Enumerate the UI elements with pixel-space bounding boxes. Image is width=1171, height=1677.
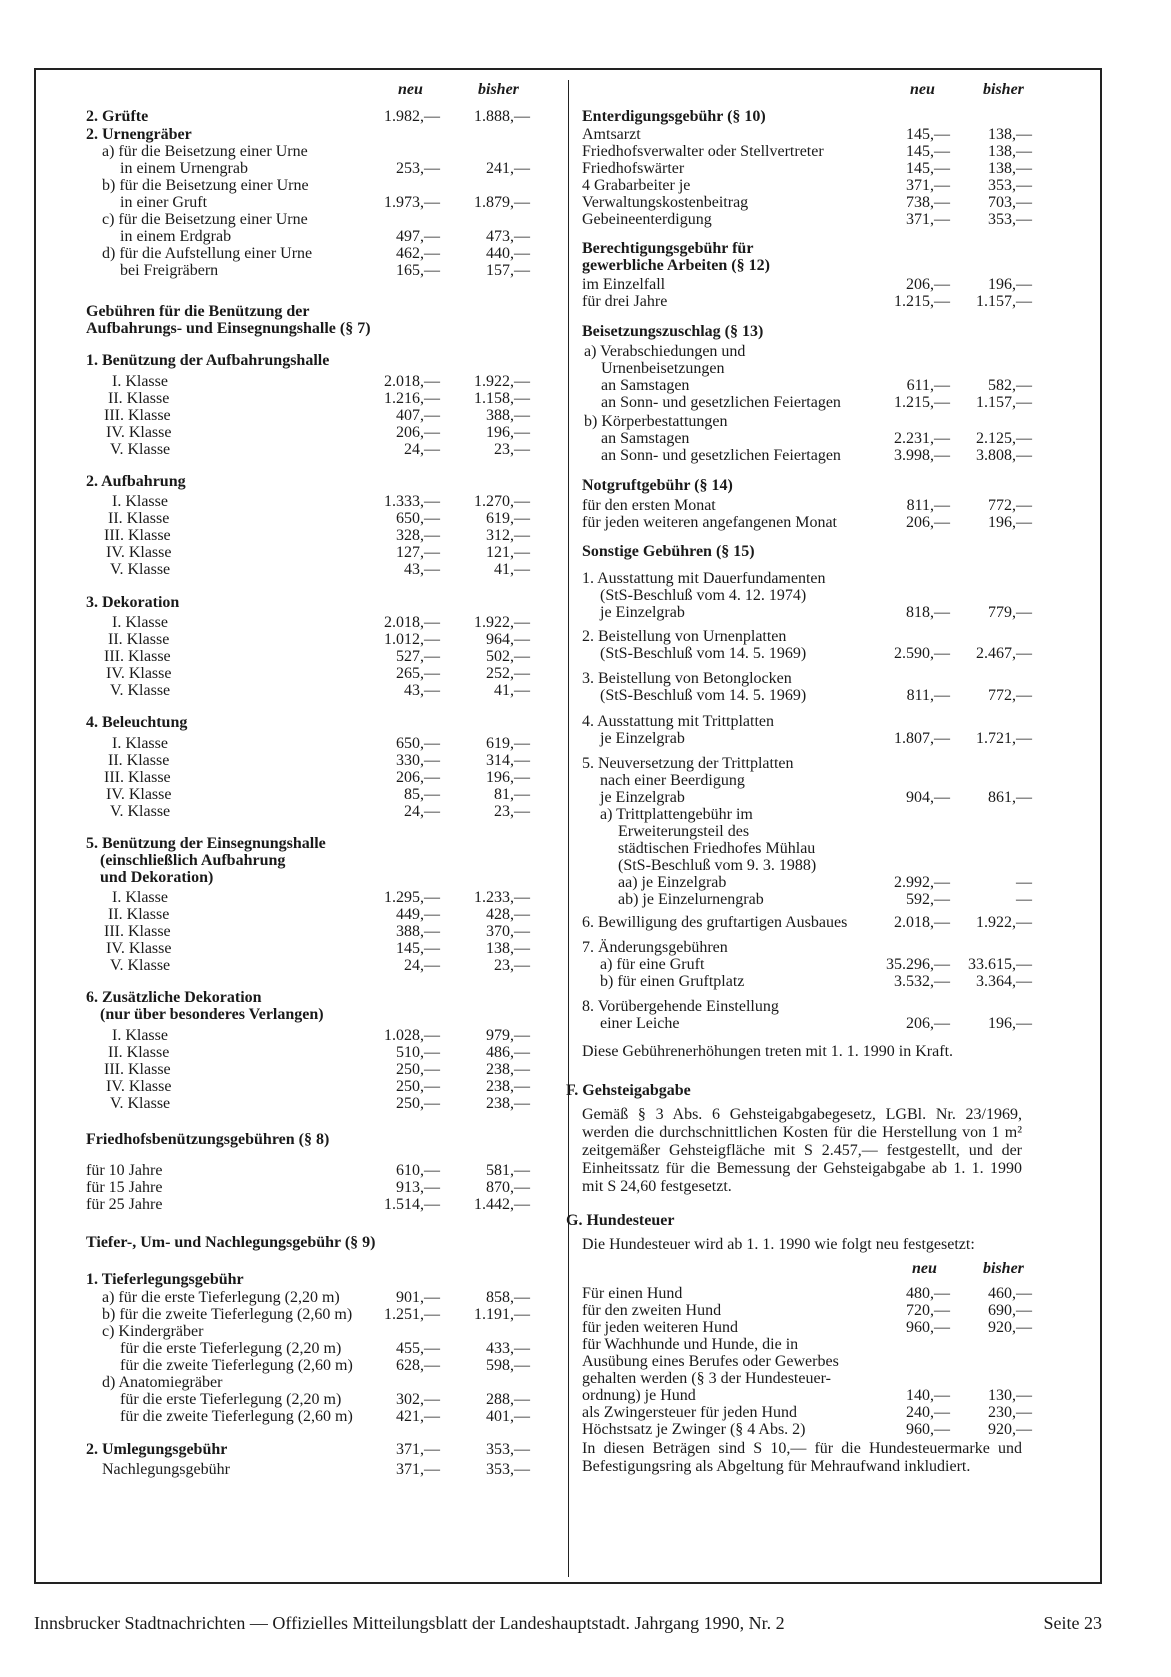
right-row-label: für jeden weiteren Hund bbox=[582, 1319, 738, 1336]
left-row-label: IV. Klasse bbox=[106, 940, 172, 957]
left-row-label: c) Kindergräber bbox=[102, 1323, 204, 1340]
right-row-neu-value: 1.807,— bbox=[894, 730, 950, 747]
left-row-label: V. Klasse bbox=[110, 441, 171, 458]
right-row-neu-value: 1.215,— bbox=[894, 394, 950, 411]
right-row-label: 2. Beistellung von Urnenplatten bbox=[582, 628, 787, 645]
left-row-label: Nachlegungsgebühr bbox=[102, 1461, 230, 1478]
right-row-label: für Wachhunde und Hunde, die in bbox=[582, 1336, 799, 1353]
right-row-neu-value: 206,— bbox=[906, 1015, 950, 1032]
right-row-label: (StS-Beschluß vom 9. 3. 1988) bbox=[618, 857, 817, 874]
left-row-bisher-value: 353,— bbox=[486, 1441, 530, 1458]
right-row-label: Sonstige Gebühren (§ 15) bbox=[582, 543, 755, 560]
left-row-label: I. Klasse bbox=[112, 1027, 168, 1044]
left-row-bisher-value: 401,— bbox=[486, 1408, 530, 1425]
right-row-label: Notgruftgebühr (§ 14) bbox=[582, 477, 733, 494]
left-row-neu-value: 328,— bbox=[396, 527, 440, 544]
right-row-label: ordnung) je Hund bbox=[582, 1387, 696, 1404]
left-row-neu-value: 265,— bbox=[396, 665, 440, 682]
left-row-bisher-value: 619,— bbox=[486, 510, 530, 527]
right-row-neu-value: 960,— bbox=[906, 1319, 950, 1336]
right-header-neu: neu bbox=[910, 81, 935, 98]
left-row-bisher-value: 858,— bbox=[486, 1289, 530, 1306]
right-row-label: Friedhofswärter bbox=[582, 160, 685, 177]
right-row-label: je Einzelgrab bbox=[600, 604, 685, 621]
right-row-bisher-value: 138,— bbox=[988, 160, 1032, 177]
left-row-label: 2. Umlegungsgebühr bbox=[86, 1441, 228, 1458]
right-row-neu-value: 720,— bbox=[906, 1302, 950, 1319]
left-row-label: I. Klasse bbox=[112, 614, 168, 631]
right-row-label: gehalten werden (§ 3 der Hundesteuer- bbox=[582, 1370, 831, 1387]
left-row-bisher-value: 581,— bbox=[486, 1162, 530, 1179]
left-row-bisher-value: 238,— bbox=[486, 1078, 530, 1095]
right-row-label: Diese Gebührenerhöhungen treten mit 1. 1. 1990 in Kraft. bbox=[582, 1043, 954, 1060]
right-row-label: 7. Änderungsgebühren bbox=[582, 939, 728, 956]
left-row-label: II. Klasse bbox=[108, 1044, 170, 1061]
right-row-label: 6. Bewilligung des gruftartigen Ausbaues bbox=[582, 914, 848, 931]
left-row-neu-value: 1.216,— bbox=[384, 390, 440, 407]
right-row-label: als Zwingersteuer für jeden Hund bbox=[582, 1404, 798, 1421]
left-row-neu-value: 24,— bbox=[404, 803, 440, 820]
left-row-bisher-value: 964,— bbox=[486, 631, 530, 648]
right-row-bisher-value: 353,— bbox=[988, 177, 1032, 194]
right-row-neu-value: 592,— bbox=[906, 891, 950, 908]
left-row-neu-value: 628,— bbox=[396, 1357, 440, 1374]
right-row-neu-value: 480,— bbox=[906, 1285, 950, 1302]
left-row-neu-value: 250,— bbox=[396, 1095, 440, 1112]
right-row-neu-value: 1.215,— bbox=[894, 293, 950, 310]
right-row-bisher-value: 353,— bbox=[988, 211, 1032, 228]
left-row-label: für die erste Tieferlegung (2,20 m) bbox=[120, 1391, 342, 1408]
right-row-label: für den ersten Monat bbox=[582, 497, 716, 514]
right-row-neu-value: 960,— bbox=[906, 1421, 950, 1438]
left-row-neu-value: 145,— bbox=[396, 940, 440, 957]
right-row-label: G. Hundesteuer bbox=[566, 1212, 675, 1229]
left-row-label: IV. Klasse bbox=[106, 424, 172, 441]
right-row-label: Erweiterungsteil des bbox=[618, 823, 750, 840]
left-row-neu-value: 455,— bbox=[396, 1340, 440, 1357]
right-row-neu-value: 371,— bbox=[906, 211, 950, 228]
right-row-neu-value: 818,— bbox=[906, 604, 950, 621]
right-row-bisher-value: 33.615,— bbox=[968, 956, 1032, 973]
left-row-label: für 10 Jahre bbox=[86, 1162, 163, 1179]
left-row-neu-value: 127,— bbox=[396, 544, 440, 561]
left-row-label: für 15 Jahre bbox=[86, 1179, 163, 1196]
left-row-label: III. Klasse bbox=[104, 407, 171, 424]
right-row-label: 8. Vorübergehende Einstellung bbox=[582, 998, 779, 1015]
left-row-label: I. Klasse bbox=[112, 889, 168, 906]
left-row-bisher-value: 440,— bbox=[486, 245, 530, 262]
right-row-neu-value: 206,— bbox=[906, 276, 950, 293]
left-row-bisher-value: 870,— bbox=[486, 1179, 530, 1196]
right-row-bisher-value: 779,— bbox=[988, 604, 1032, 621]
left-row-neu-value: 206,— bbox=[396, 424, 440, 441]
left-row-bisher-value: 388,— bbox=[486, 407, 530, 424]
right-row-neu-value: 206,— bbox=[906, 514, 950, 531]
left-row-neu-value: 449,— bbox=[396, 906, 440, 923]
right-row-bisher-value: 1.157,— bbox=[976, 394, 1032, 411]
left-row-bisher-value: 23,— bbox=[494, 957, 530, 974]
left-row-bisher-value: 598,— bbox=[486, 1357, 530, 1374]
left-row-label: III. Klasse bbox=[104, 527, 171, 544]
right-row-label: Die Hundesteuer wird ab 1. 1. 1990 wie folgt neu festgesetzt: bbox=[582, 1236, 975, 1253]
right-row-label: a) für eine Gruft bbox=[600, 956, 705, 973]
right-row-neu-value: 611,— bbox=[906, 377, 950, 394]
right-row-bisher-value: 920,— bbox=[988, 1319, 1032, 1336]
left-row-neu-value: 1.028,— bbox=[384, 1027, 440, 1044]
left-row-bisher-value: 1.922,— bbox=[474, 614, 530, 631]
left-row-neu-value: 43,— bbox=[404, 682, 440, 699]
right-row-neu-value: 2.992,— bbox=[894, 874, 950, 891]
left-row-bisher-value: 1.233,— bbox=[474, 889, 530, 906]
right-row-neu-value: 140,— bbox=[906, 1387, 950, 1404]
left-row-neu-value: 1.514,— bbox=[384, 1196, 440, 1213]
right-row-neu-value: 35.296,— bbox=[886, 956, 950, 973]
left-row-label: III. Klasse bbox=[104, 769, 171, 786]
left-row-neu-value: 250,— bbox=[396, 1078, 440, 1095]
right-row-label: Amtsarzt bbox=[582, 126, 641, 143]
left-row-bisher-value: 486,— bbox=[486, 1044, 530, 1061]
left-row-label: (einschließlich Aufbahrung bbox=[100, 852, 286, 869]
right-row-label: Gebeineenterdigung bbox=[582, 211, 712, 228]
left-row-bisher-value: 1.888,— bbox=[474, 108, 530, 125]
right-row-neu-value: 3.998,— bbox=[894, 447, 950, 464]
right-row-neu-value: 738,— bbox=[906, 194, 950, 211]
right-row-bisher-value: 196,— bbox=[988, 276, 1032, 293]
left-row-label: IV. Klasse bbox=[106, 1078, 172, 1095]
left-row-label: a) für die erste Tieferlegung (2,20 m) bbox=[102, 1289, 340, 1306]
left-row-label: I. Klasse bbox=[112, 493, 168, 510]
left-row-label: Gebühren für die Benützung der bbox=[86, 303, 310, 320]
right-row-neu-value: 811,— bbox=[906, 497, 950, 514]
right-row-label: (StS-Beschluß vom 4. 12. 1974) bbox=[600, 587, 807, 604]
right-row-label: 4 Grabarbeiter je bbox=[582, 177, 691, 194]
footer-page-number: Seite 23 bbox=[1043, 1613, 1102, 1633]
left-row-label: für die zweite Tieferlegung (2,60 m) bbox=[120, 1408, 353, 1425]
right-row-label: im Einzelfall bbox=[582, 276, 666, 293]
left-row-neu-value: 371,— bbox=[396, 1461, 440, 1478]
right-row-bisher-value: 703,— bbox=[988, 194, 1032, 211]
right-header-bisher: bisher bbox=[983, 81, 1024, 98]
right-row-label: Höchstsatz je Zwinger (§ 4 Abs. 2) bbox=[582, 1421, 806, 1438]
left-row-label: 1. Benützung der Aufbahrungshalle bbox=[86, 352, 330, 369]
left-row-label: 5. Benützung der Einsegnungshalle bbox=[86, 835, 326, 852]
left-row-neu-value: 650,— bbox=[396, 510, 440, 527]
right-row-label: a) Trittplattengebühr im bbox=[600, 806, 753, 823]
right-row-neu-value: 904,— bbox=[906, 789, 950, 806]
left-row-label: Friedhofsbenützungsgebühren (§ 8) bbox=[86, 1131, 330, 1148]
left-row-bisher-value: 41,— bbox=[494, 561, 530, 578]
left-row-neu-value: 206,— bbox=[396, 769, 440, 786]
right-row-label: aa) je Einzelgrab bbox=[618, 874, 727, 891]
right-row-neu-value: 811,— bbox=[906, 687, 950, 704]
left-row-bisher-value: 428,— bbox=[486, 906, 530, 923]
left-row-neu-value: 250,— bbox=[396, 1061, 440, 1078]
right-row-neu-value: 2.590,— bbox=[894, 645, 950, 662]
left-row-label: I. Klasse bbox=[112, 735, 168, 752]
left-row-neu-value: 527,— bbox=[396, 648, 440, 665]
left-row-label: für die erste Tieferlegung (2,20 m) bbox=[120, 1340, 342, 1357]
left-header-neu: neu bbox=[398, 81, 423, 98]
left-row-bisher-value: 252,— bbox=[486, 665, 530, 682]
right-row-label: F. Gehsteigabgabe bbox=[566, 1082, 691, 1099]
left-row-neu-value: 43,— bbox=[404, 561, 440, 578]
left-row-neu-value: 253,— bbox=[396, 160, 440, 177]
left-row-label: in einem Erdgrab bbox=[120, 228, 232, 245]
right-row-label: für jeden weiteren angefangenen Monat bbox=[582, 514, 837, 531]
right-row-label: Beisetzungszuschlag (§ 13) bbox=[582, 323, 764, 340]
hunde-header-bisher: bisher bbox=[983, 1260, 1024, 1277]
right-row-bisher-value: 196,— bbox=[988, 1015, 1032, 1032]
left-row-neu-value: 610,— bbox=[396, 1162, 440, 1179]
left-row-bisher-value: 196,— bbox=[486, 769, 530, 786]
left-row-bisher-value: 288,— bbox=[486, 1391, 530, 1408]
right-row-label: an Samstagen bbox=[601, 377, 690, 394]
right-row-bisher-value: 772,— bbox=[988, 497, 1032, 514]
left-row-label: II. Klasse bbox=[108, 510, 170, 527]
left-row-neu-value: 913,— bbox=[396, 1179, 440, 1196]
right-row-bisher-value: 3.364,— bbox=[976, 973, 1032, 990]
left-row-bisher-value: 238,— bbox=[486, 1061, 530, 1078]
left-row-neu-value: 24,— bbox=[404, 957, 440, 974]
right-row-bisher-value: 2.125,— bbox=[976, 430, 1032, 447]
right-row-label: einer Leiche bbox=[600, 1015, 680, 1032]
right-row-bisher-value: 2.467,— bbox=[976, 645, 1032, 662]
right-row-bisher-value: — bbox=[1016, 874, 1032, 891]
left-row-bisher-value: 1.158,— bbox=[474, 390, 530, 407]
right-row-neu-value: 2.231,— bbox=[894, 430, 950, 447]
left-row-label: V. Klasse bbox=[110, 1095, 171, 1112]
left-row-bisher-value: 619,— bbox=[486, 735, 530, 752]
right-row-label: an Sonn- und gesetzlichen Feiertagen bbox=[601, 447, 841, 464]
right-row-label: 4. Ausstattung mit Trittplatten bbox=[582, 713, 775, 730]
right-row-bisher-value: 920,— bbox=[988, 1421, 1032, 1438]
left-row-neu-value: 1.295,— bbox=[384, 889, 440, 906]
right-row-label: Berechtigungsgebühr für bbox=[582, 240, 754, 257]
right-row-label: (StS-Beschluß vom 14. 5. 1969) bbox=[600, 645, 807, 662]
left-row-label: d) für die Aufstellung einer Urne bbox=[102, 245, 313, 262]
left-row-label: 2. Urnengräber bbox=[86, 126, 192, 143]
right-row-label: an Samstagen bbox=[601, 430, 690, 447]
right-row-bisher-value: 138,— bbox=[988, 143, 1032, 160]
left-row-bisher-value: 238,— bbox=[486, 1095, 530, 1112]
left-row-label: b) für die zweite Tieferlegung (2,60 m) bbox=[102, 1306, 353, 1323]
left-row-label: 4. Beleuchtung bbox=[86, 714, 188, 731]
right-row-label: Urnenbeisetzungen bbox=[601, 360, 725, 377]
right-row-label: (StS-Beschluß vom 14. 5. 1969) bbox=[600, 687, 807, 704]
left-row-label: II. Klasse bbox=[108, 752, 170, 769]
left-row-label: bei Freigräbern bbox=[120, 262, 219, 279]
left-row-bisher-value: 196,— bbox=[486, 424, 530, 441]
hunde-note: In diesen Beträgen sind S 10,— für die Hundesteuermarke und Befestigungsring als Abgeltung für Mehraufwand inkludiert. bbox=[582, 1440, 1022, 1475]
left-row-bisher-value: 1.879,— bbox=[474, 194, 530, 211]
left-row-neu-value: 2.018,— bbox=[384, 373, 440, 390]
right-row-label: ab) je Einzelurnengrab bbox=[618, 891, 764, 908]
left-row-label: Tiefer-, Um- und Nachlegungsgebühr (§ 9) bbox=[86, 1234, 376, 1251]
right-row-bisher-value: 1.157,— bbox=[976, 293, 1032, 310]
left-header-bisher: bisher bbox=[478, 81, 519, 98]
right-row-label: a) Verabschiedungen und bbox=[584, 343, 746, 360]
left-row-label: V. Klasse bbox=[110, 561, 171, 578]
footer-publication: Innsbrucker Stadtnachrichten — Offizielles Mitteilungsblatt der Landeshauptstadt. Jahrgang 1990, Nr. 2 bbox=[34, 1613, 785, 1633]
column-divider bbox=[568, 80, 569, 1577]
left-row-label: III. Klasse bbox=[104, 1061, 171, 1078]
right-row-neu-value: 145,— bbox=[906, 160, 950, 177]
right-row-label: für drei Jahre bbox=[582, 293, 668, 310]
left-row-neu-value: 165,— bbox=[396, 262, 440, 279]
left-row-neu-value: 1.973,— bbox=[384, 194, 440, 211]
left-row-bisher-value: 23,— bbox=[494, 441, 530, 458]
left-row-label: V. Klasse bbox=[110, 803, 171, 820]
left-row-label: 1. Tieferlegungsgebühr bbox=[86, 1271, 244, 1288]
right-row-bisher-value: 582,— bbox=[988, 377, 1032, 394]
right-row-label: je Einzelgrab bbox=[600, 730, 685, 747]
left-row-bisher-value: 370,— bbox=[486, 923, 530, 940]
left-row-label: und Dekoration) bbox=[100, 869, 214, 886]
right-row-label: je Einzelgrab bbox=[600, 789, 685, 806]
right-row-neu-value: 3.532,— bbox=[894, 973, 950, 990]
left-row-label: in einem Urnengrab bbox=[120, 160, 248, 177]
left-row-label: c) für die Beisetzung einer Urne bbox=[102, 211, 308, 228]
right-row-label: Ausübung eines Berufes oder Gewerbes bbox=[582, 1353, 839, 1370]
left-row-bisher-value: 1.442,— bbox=[474, 1196, 530, 1213]
right-row-label: Für einen Hund bbox=[582, 1285, 683, 1302]
left-row-neu-value: 1.012,— bbox=[384, 631, 440, 648]
left-row-label: III. Klasse bbox=[104, 648, 171, 665]
left-row-bisher-value: 433,— bbox=[486, 1340, 530, 1357]
left-row-label: für 25 Jahre bbox=[86, 1196, 163, 1213]
left-row-bisher-value: 41,— bbox=[494, 682, 530, 699]
right-row-label: Friedhofsverwalter oder Stellvertreter bbox=[582, 143, 824, 160]
left-row-bisher-value: 1.191,— bbox=[474, 1306, 530, 1323]
left-row-neu-value: 371,— bbox=[396, 1441, 440, 1458]
left-row-bisher-value: 1.922,— bbox=[474, 373, 530, 390]
right-row-label: Verwaltungskostenbeitrag bbox=[582, 194, 749, 211]
right-row-bisher-value: 230,— bbox=[988, 1404, 1032, 1421]
left-row-label: b) für die Beisetzung einer Urne bbox=[102, 177, 309, 194]
left-row-bisher-value: 1.270,— bbox=[474, 493, 530, 510]
left-row-bisher-value: 81,— bbox=[494, 786, 530, 803]
left-row-label: IV. Klasse bbox=[106, 665, 172, 682]
left-row-neu-value: 462,— bbox=[396, 245, 440, 262]
left-row-label: in einer Gruft bbox=[120, 194, 208, 211]
right-row-bisher-value: 3.808,— bbox=[976, 447, 1032, 464]
left-row-bisher-value: 138,— bbox=[486, 940, 530, 957]
left-row-label: für die zweite Tieferlegung (2,60 m) bbox=[120, 1357, 353, 1374]
right-row-bisher-value: 772,— bbox=[988, 687, 1032, 704]
left-row-neu-value: 1.982,— bbox=[384, 108, 440, 125]
left-row-bisher-value: 979,— bbox=[486, 1027, 530, 1044]
right-row-label: an Sonn- und gesetzlichen Feiertagen bbox=[601, 394, 841, 411]
right-row-label: b) Körperbestattungen bbox=[584, 413, 728, 430]
left-row-bisher-value: 314,— bbox=[486, 752, 530, 769]
left-row-label: Aufbahrungs- und Einsegnungshalle (§ 7) bbox=[86, 320, 371, 337]
left-row-label: V. Klasse bbox=[110, 682, 171, 699]
right-row-label: für den zweiten Hund bbox=[582, 1302, 722, 1319]
hunde-header-neu: neu bbox=[912, 1260, 937, 1277]
left-row-label: III. Klasse bbox=[104, 923, 171, 940]
left-row-neu-value: 650,— bbox=[396, 735, 440, 752]
right-row-bisher-value: 1.721,— bbox=[976, 730, 1032, 747]
left-row-neu-value: 407,— bbox=[396, 407, 440, 424]
left-row-label: I. Klasse bbox=[112, 373, 168, 390]
left-row-neu-value: 901,— bbox=[396, 1289, 440, 1306]
left-row-neu-value: 85,— bbox=[404, 786, 440, 803]
right-row-bisher-value: — bbox=[1016, 891, 1032, 908]
left-row-label: 6. Zusätzliche Dekoration bbox=[86, 989, 262, 1006]
left-row-bisher-value: 157,— bbox=[486, 262, 530, 279]
left-row-bisher-value: 312,— bbox=[486, 527, 530, 544]
left-row-bisher-value: 353,— bbox=[486, 1461, 530, 1478]
right-row-bisher-value: 138,— bbox=[988, 126, 1032, 143]
right-row-neu-value: 145,— bbox=[906, 126, 950, 143]
left-row-neu-value: 1.251,— bbox=[384, 1306, 440, 1323]
left-row-neu-value: 1.333,— bbox=[384, 493, 440, 510]
right-row-label: städtischen Friedhofes Mühlau bbox=[618, 840, 816, 857]
left-row-label: (nur über besonderes Verlangen) bbox=[100, 1006, 324, 1023]
right-row-label: b) für einen Gruftplatz bbox=[600, 973, 745, 990]
left-row-neu-value: 421,— bbox=[396, 1408, 440, 1425]
left-row-bisher-value: 241,— bbox=[486, 160, 530, 177]
right-row-bisher-value: 1.922,— bbox=[976, 914, 1032, 931]
left-row-label: a) für die Beisetzung einer Urne bbox=[102, 143, 308, 160]
left-row-bisher-value: 502,— bbox=[486, 648, 530, 665]
right-row-label: 1. Ausstattung mit Dauerfundamenten bbox=[582, 570, 826, 587]
left-row-label: d) Anatomiegräber bbox=[102, 1374, 223, 1391]
right-row-neu-value: 240,— bbox=[906, 1404, 950, 1421]
left-row-neu-value: 388,— bbox=[396, 923, 440, 940]
right-row-bisher-value: 690,— bbox=[988, 1302, 1032, 1319]
left-row-label: II. Klasse bbox=[108, 906, 170, 923]
left-row-neu-value: 24,— bbox=[404, 441, 440, 458]
left-row-neu-value: 330,— bbox=[396, 752, 440, 769]
left-row-bisher-value: 473,— bbox=[486, 228, 530, 245]
left-row-neu-value: 510,— bbox=[396, 1044, 440, 1061]
left-row-bisher-value: 23,— bbox=[494, 803, 530, 820]
left-row-bisher-value: 121,— bbox=[486, 544, 530, 561]
left-row-neu-value: 302,— bbox=[396, 1391, 440, 1408]
right-row-label: 3. Beistellung von Betonglocken bbox=[582, 670, 792, 687]
left-row-label: II. Klasse bbox=[108, 631, 170, 648]
right-row-label: Enterdigungsgebühr (§ 10) bbox=[582, 108, 766, 125]
gehsteig-paragraph: Gemäß § 3 Abs. 6 Gehsteigabgabegesetz, LGBl. Nr. 23/1969, werden die durchschnittlichen Kosten für die Herstellung von 1 m² zeitgemäßer Gehsteigfläche mit S 2.457,— festgestellt, und der Einheitssatz für die Bemessung der Gehsteigabgabe ab 1. 1. 1990 mit S 24,60 festgesetzt. bbox=[582, 1106, 1022, 1195]
right-row-label: gewerbliche Arbeiten (§ 12) bbox=[582, 257, 770, 274]
left-row-label: IV. Klasse bbox=[106, 786, 172, 803]
left-row-label: 3. Dekoration bbox=[86, 594, 180, 611]
right-row-neu-value: 371,— bbox=[906, 177, 950, 194]
left-row-neu-value: 497,— bbox=[396, 228, 440, 245]
right-row-label: nach einer Beerdigung bbox=[600, 772, 745, 789]
right-row-label: 5. Neuversetzung der Trittplatten bbox=[582, 755, 794, 772]
left-row-label: II. Klasse bbox=[108, 390, 170, 407]
right-row-neu-value: 2.018,— bbox=[894, 914, 950, 931]
right-row-bisher-value: 130,— bbox=[988, 1387, 1032, 1404]
right-row-bisher-value: 196,— bbox=[988, 514, 1032, 531]
left-row-neu-value: 2.018,— bbox=[384, 614, 440, 631]
left-row-label: 2. Aufbahrung bbox=[86, 473, 186, 490]
right-row-bisher-value: 861,— bbox=[988, 789, 1032, 806]
left-row-label: V. Klasse bbox=[110, 957, 171, 974]
right-row-neu-value: 145,— bbox=[906, 143, 950, 160]
left-row-label: IV. Klasse bbox=[106, 544, 172, 561]
left-row-label: 2. Grüfte bbox=[86, 108, 149, 125]
right-row-bisher-value: 460,— bbox=[988, 1285, 1032, 1302]
